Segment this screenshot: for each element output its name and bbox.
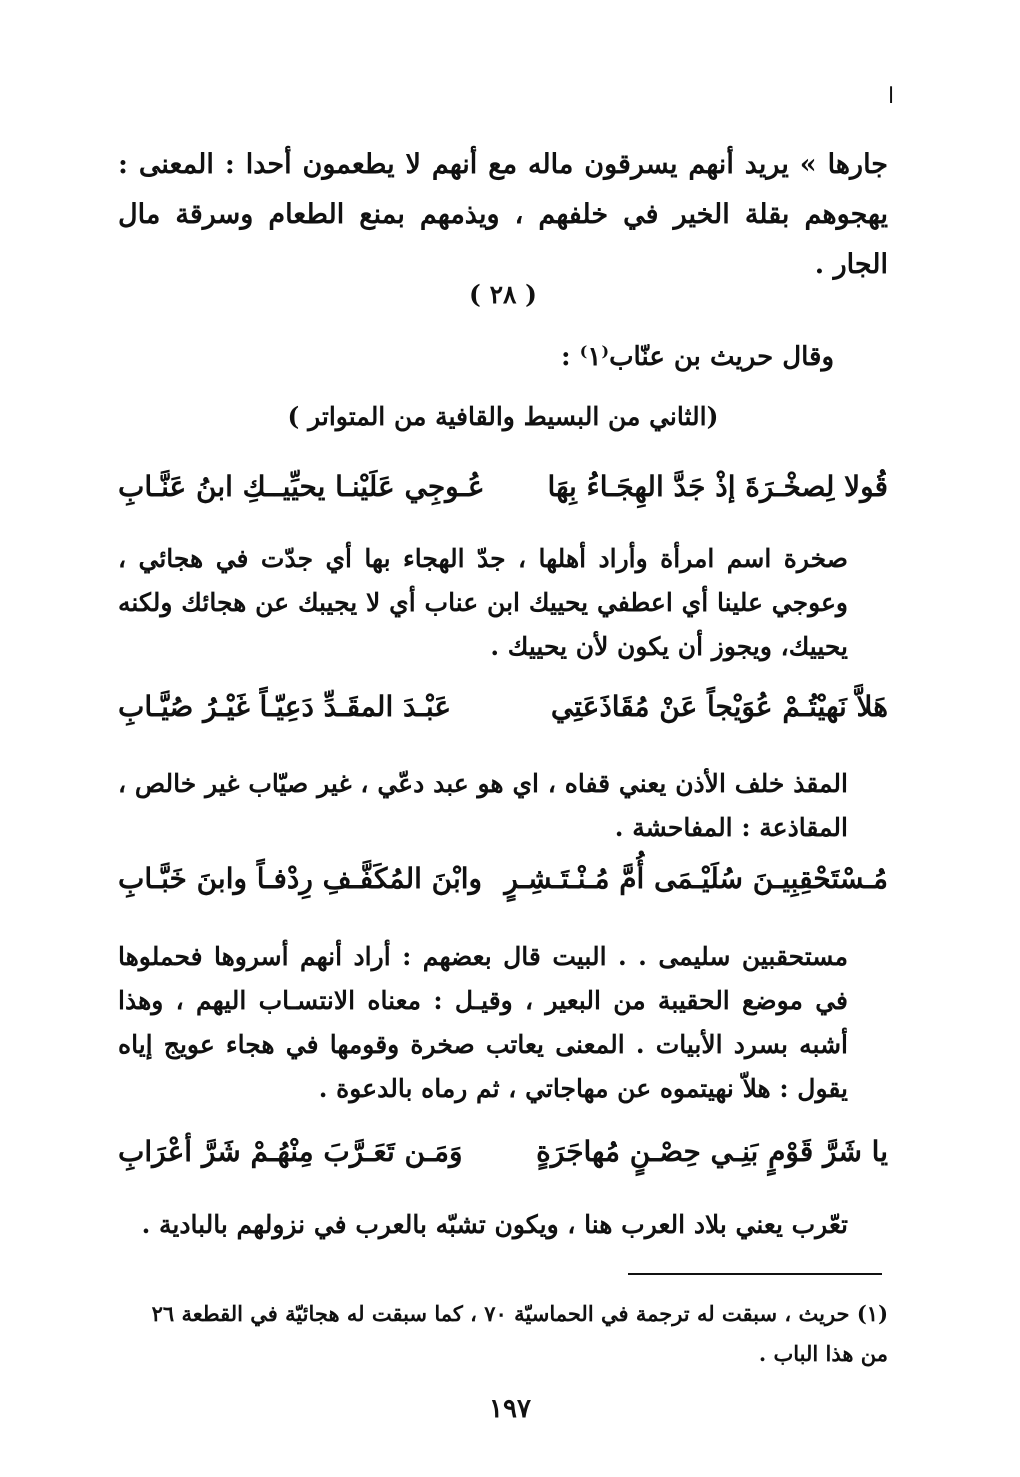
footnote: (١) حريث ، سبقت له ترجمة في الحماسيّة ٧٠ ، كما سبقت له هجائيّة في القطعة ٢٦ من هذا الباب . — [151, 1301, 888, 1366]
poem-intro: وقال حريث بن عنّاب⁽١⁾ : — [560, 342, 834, 372]
verse-2-explanation — [118, 762, 888, 850]
page-mark: ا — [888, 84, 895, 109]
footnote-divider — [628, 1273, 882, 1275]
verse-1-explanation — [118, 537, 888, 669]
verse-4-second-hemistich: وَمَـن تَعَـرَّبَ مِنْهُـمْ شَرَّ أعْرَابِ — [118, 1135, 463, 1168]
verse-1-second-hemistich: عُـوجِي عَلَيْنـا يحيِّيــكِ ابنُ عَنَّـابِ — [118, 470, 485, 503]
meter-note: (الثاني من البسيط والقافية من المتواتر ) — [287, 402, 719, 431]
verse-3-first-hemistich: مُـسْتَحْقِبِيـنَ سُلَيْـمَى أُمَّ مُـنْـتَـشِـرٍ — [504, 862, 888, 895]
verse-1 — [118, 470, 888, 518]
verse-2 — [118, 690, 888, 738]
verse-1-explanation-text: صخرة اسم امرأة وأراد أهلها ، جدّ الهجاء بها أي جدّت في هجائي ، وعوجي علينا أي اعطفي يحييك ابن عناب أي لا يجيبك عن هجائك ولكنه يحييك، ويجوز أن يكون لأن يحييك . — [118, 544, 848, 661]
verse-4-explanation — [118, 1203, 888, 1247]
top-paragraph: جارها » يريد أنهم يسرقون ماله مع أنهم لا يطعمون أحدا : المعنى : يهجوهم بقلة الخير في خلفهم ، ويذمهم بمنع الطعام وسرقة مال الجار . — [118, 149, 888, 280]
verse-2-explanation-text: المقذ خلف الأذن يعني قفاه ، اي هو عبد دعّي ، غير صيّاب غير خالص ، المقاذعة : المفاحشة . — [118, 769, 848, 842]
verse-4-first-hemistich: يا شَرَّ قَوْمٍ بَنِـي حِصْـنٍ مُهاجَرَةٍ — [536, 1135, 888, 1168]
verse-3-explanation — [118, 935, 888, 1111]
poem-number: ( ٢٨ ) — [469, 280, 537, 309]
verse-2-second-hemistich: عَبْـدَ المقَـدِّ دَعِيّـاً غَيْـرُ صُيَّـابِ — [118, 690, 452, 723]
verse-1-first-hemistich: قُولا لِصخْـرَةَ إذْ جَدَّ الهِجَـاءُ بِهَا — [547, 470, 888, 503]
page-number: ١٩٧ — [489, 1394, 531, 1424]
verse-2-first-hemistich: هَلاَّ نَهيْتُـمْ عُوَيْجاً عَنْ مُقَاذَعَتِي — [550, 690, 888, 723]
verse-4 — [118, 1135, 888, 1183]
verse-3-second-hemistich: وابْنَ المُكَفَّـفِ رِدْفـاً وابنَ خَبَّـابِ — [118, 862, 483, 895]
verse-3 — [118, 862, 888, 910]
verse-3-explanation-text: مستحقبين سليمى . . البيت قال بعضهم : أراد أنهم أسروها فحملوها في موضع الحقيبة من البعير ، وقيـل : معناه الانتسـاب اليهم ، وهذا أشبه بسرد الأبيات . المعنى يعاتب صخرة وقومها في هجاء عويج إياه يقول : هلاّ نهيتموه عن مهاجاتي ، ثم رماه بالدعوة . — [118, 942, 848, 1103]
verse-4-explanation-text: تعّرب يعني بلاد العرب هنا ، ويكون تشبّه بالعرب في نزولهم بالبادية . — [141, 1210, 848, 1239]
